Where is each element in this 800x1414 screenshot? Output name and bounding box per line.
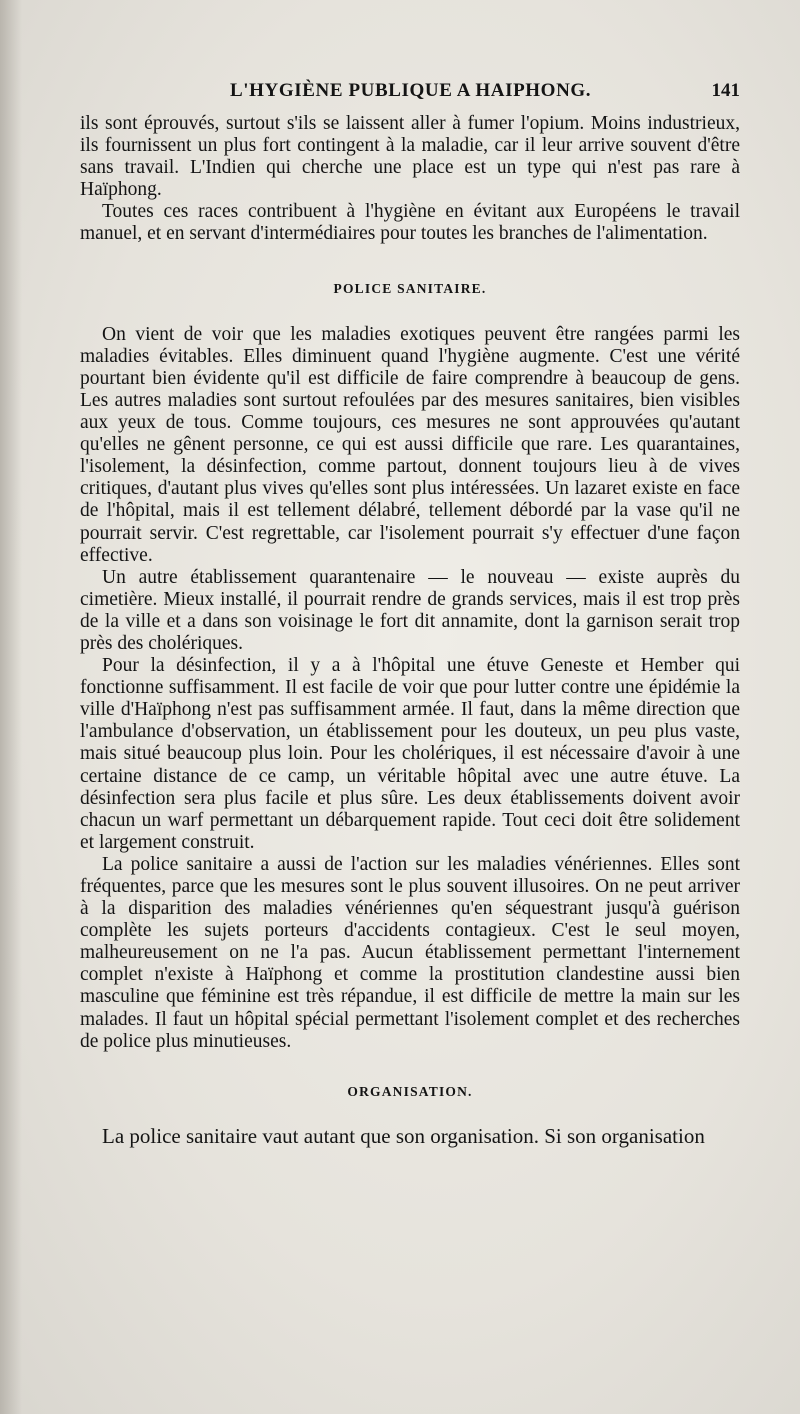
page-header	[80, 80, 740, 106]
paragraph-4: Un autre établissement quarantenaire — le nouveau — existe auprès du cimetière. Mieux installé, il pourrait rendre de grands services, mais il est trop près de la ville et a dans son voisinage le fort dit annamite, dont la garnison serait trop près des cholériques.	[80, 566, 740, 654]
page-number: 141	[711, 80, 740, 101]
binding-shadow	[0, 0, 22, 1414]
paragraph-2: Toutes ces races contribuent à l'hygiène en évitant aux Européens le travail manuel, et en servant d'intermédiaires pour toutes les branches de l'alimentation.	[80, 201, 740, 245]
body-text	[80, 113, 740, 1147]
paragraph-1: ils sont éprouvés, surtout s'ils se laissent aller à fumer l'opium. Moins industrieux, ils fournissent un plus fort contingent à la maladie, car il leur arrive souvent d'être sans travail. L'Indien qui cherche une place est un type qui n'est pas rare à Haïphong.	[80, 113, 740, 201]
paragraph-7: La police sanitaire vaut autant que son organisation. Si son organisation	[102, 1123, 705, 1148]
paragraph-3: On vient de voir que les maladies exotiques peuvent être rangées parmi les maladies évitables. Elles diminuent quand l'hygiène augmente. C'est une vérité pourtant bien évidente qu'il est difficile de faire comprendre à beaucoup de gens. Les autres maladies sont surtout refoulées par des mesures sanitaires, bien visibles aux yeux de tous. Comme toujours, ces mesures ne sont approuvées qu'autant qu'elles ne gênent personne, ce qui est aussi difficile que rare. Les quarantaines, l'isolement, la désinfection, comme partout, donnent toujours lieu à de vives critiques, d'autant plus vives qu'elles sont plus intéressées. Un lazaret existe en face de l'hôpital, mais il est tellement délabré, tellement débordé par la vase qu'il ne pourrait servir. C'est regrettable, car l'isolement pourrait s'y effectuer d'une façon effective.	[80, 323, 740, 566]
paragraph-6: La police sanitaire a aussi de l'action sur les maladies vénériennes. Elles sont fréquentes, parce que les mesures sont le plus souvent illusoires. On ne peut arriver à la disparition des maladies vénériennes qu'en séquestrant jusqu'à guérison complète les sujets porteurs d'accidents contagieux. C'est le seul moyen, malheureusement on ne l'a pas. Aucun établissement permettant l'internement complet n'existe à Haïphong et comme la prostitution clandestine aussi bien masculine que féminine est très répandue, il est difficile de mettre la main sur les malades. Il faut un hôpital spécial permettant l'isolement complet et des recherches de police plus minutieuses.	[80, 853, 740, 1052]
section-title-organisation: ORGANISATION.	[347, 1083, 473, 1099]
section-title-police-sanitaire: POLICE SANITAIRE.	[333, 280, 487, 296]
running-head: L'HYGIÈNE PUBLIQUE A HAIPHONG.	[230, 80, 592, 101]
paragraph-5: Pour la désinfection, il y a à l'hôpital une étuve Geneste et Hember qui fonctionne suffisamment. Il est facile de voir que pour lutter contre une épidémie la ville d'Haïphong n'est pas suffisamment armée. Il faut, dans la même direction que l'ambulance d'observation, un établissement pour les douteux, un peu plus vaste, mais situé beaucoup plus loin. Pour les cholériques, il est nécessaire d'avoir à une certaine distance de ce camp, un véritable hôpital avec une autre étuve. La désinfection sera plus facile et plus sûre. Les deux établissements doivent avoir chacun un warf permettant un débarquement rapide. Tout ceci doit être solidement et largement construit.	[80, 655, 740, 853]
